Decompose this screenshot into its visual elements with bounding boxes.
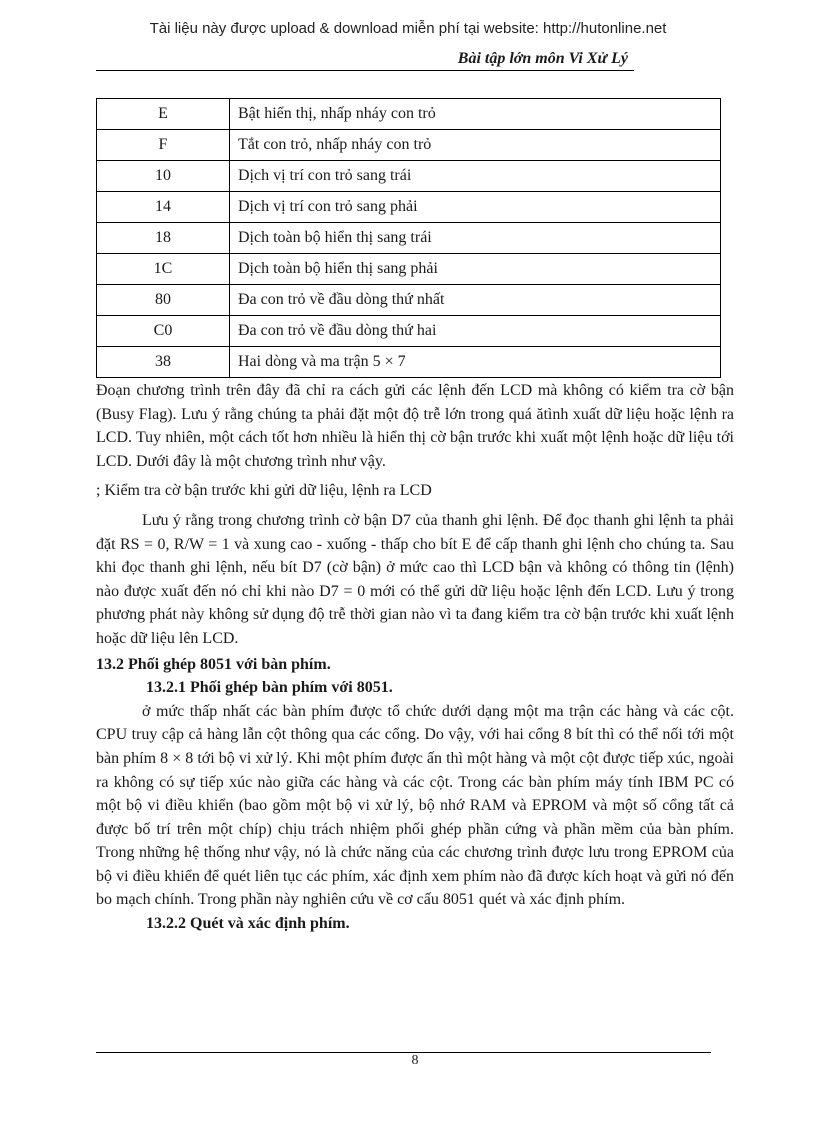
command-description-cell: Tắt con trỏ, nhấp nháy con trỏ <box>230 130 721 161</box>
section-heading-13-2-2: 13.2.2 Quét và xác định phím. <box>146 915 350 933</box>
table-row <box>97 99 721 130</box>
command-description-cell: Dịch vị trí con trỏ sang phải <box>230 192 721 223</box>
command-description-cell: Dịch toàn bộ hiển thị sang trái <box>230 223 721 254</box>
code-comment: ; Kiểm tra cờ bận trước khi gửi dữ liệu, lệnh ra LCD <box>96 482 432 500</box>
header-divider <box>96 70 634 71</box>
table-row <box>97 192 721 223</box>
command-description-cell: Đa con trỏ về đầu dòng thứ nhất <box>230 285 721 316</box>
command-code-cell: 38 <box>97 347 230 378</box>
command-code-cell: E <box>97 99 230 130</box>
command-code-cell: F <box>97 130 230 161</box>
page-content <box>96 379 734 936</box>
command-code-cell: 18 <box>97 223 230 254</box>
section-heading-13-2-1: 13.2.1 Phối ghép bàn phím với 8051. <box>146 679 393 697</box>
lcd-command-table <box>96 98 721 378</box>
table-row <box>97 285 721 316</box>
table-row <box>97 161 721 192</box>
command-code-cell: 1C <box>97 254 230 285</box>
watermark-text: Tài liệu này được upload & download miễn phí tại website: http://hutonline.net <box>149 20 667 37</box>
command-description-cell: Đa con trỏ về đầu dòng thứ hai <box>230 316 721 347</box>
paragraph-busy-flag-intro: Đoạn chương trình trên đây đã chỉ ra cách gửi các lệnh đến LCD mà không có kiểm tra cờ bận (Busy Flag). Lưu ý rằng chúng ta phải đặt một độ trễ lớn trong quá ătình xuất dữ liệu hoặc lệnh ra LCD. Tuy nhiên, một cách tốt hơn nhiều là hiển thị cờ bận trước khi xuất một lệnh hoặc dữ liệu tới LCD. Dưới đây là một chương trình như vậy. <box>96 382 734 470</box>
table-row <box>97 347 721 378</box>
paragraph-busy-flag-explanation: Lưu ý rằng trong chương trình cờ bận D7 của thanh ghi lệnh. Để đọc thanh ghi lệnh ta phải đặt RS = 0, R/W = 1 và xung cao - xuống - thấp cho bít E để cấp thanh ghi lệnh cho chúng ta. Sau khi đọc thanh ghi lệnh, nếu bít D7 (cờ bận) ở mức cao thì LCD bận và không có thông tin (lệnh) nào được xuất đến nó chỉ khi nào D7 = 0 mới có thể gửi dữ liệu hoặc lệnh đến LCD. Lưu ý trong phương phát này không sử dụng độ trễ thời gian nào vì ta đang kiểm tra cờ bận trước khi xuất lệnh hoặc dữ liệu lên LCD. <box>96 511 734 647</box>
command-code-cell: 10 <box>97 161 230 192</box>
section-heading-13-2: 13.2 Phối ghép 8051 với bàn phím. <box>96 655 331 673</box>
paragraph-keyboard-matrix: ở mức thấp nhất các bàn phím được tổ chức dưới dạng một ma trận các hàng và các cột. CPU truy cập cả hàng lẫn cột thông qua các cổng. Do vậy, với hai cổng 8 bít thì có thể nối tới một bàn phím 8 × 8 tới bộ vi xử lý. Khi một phím được ấn thì một hàng và một cột được tiếp xúc, ngoài ra không có sự tiếp xúc nào giữa các hàng và các cột. Trong các bàn phím máy tính IBM PC có một bộ vi điều khiển (bao gồm một bộ vi xử lý, bộ nhớ RAM và EPROM và một số cổng tất cả được bố trí trên một chíp) chịu trách nhiệm phối ghép phần cứng và phần mềm của bàn phím. Trong những hệ thống như vậy, nó là chức năng của các chương trình được lưu trong EPROM của bộ vi điều khiển để quét liên tục các phím, xác định xem phím nào đã được kích hoạt và gửi nó đến bo mạch chính. Trong phần này nghiên cứu về cơ cấu 8051 quét và xác định phím. <box>96 702 734 909</box>
command-code-cell: C0 <box>97 316 230 347</box>
command-code-cell: 80 <box>97 285 230 316</box>
table-row <box>97 130 721 161</box>
command-code-cell: 14 <box>97 192 230 223</box>
command-description-cell: Dịch vị trí con trỏ sang trái <box>230 161 721 192</box>
table-row <box>97 316 721 347</box>
command-description-cell: Dịch toàn bộ hiển thị sang phải <box>230 254 721 285</box>
table-row <box>97 254 721 285</box>
command-description-cell: Bật hiển thị, nhấp nháy con trỏ <box>230 99 721 130</box>
table-row <box>97 223 721 254</box>
page-number: 8 <box>411 1053 419 1068</box>
course-title: Bài tập lớn môn Vi Xử Lý <box>457 50 628 67</box>
command-description-cell: Hai dòng và ma trận 5 × 7 <box>230 347 721 378</box>
